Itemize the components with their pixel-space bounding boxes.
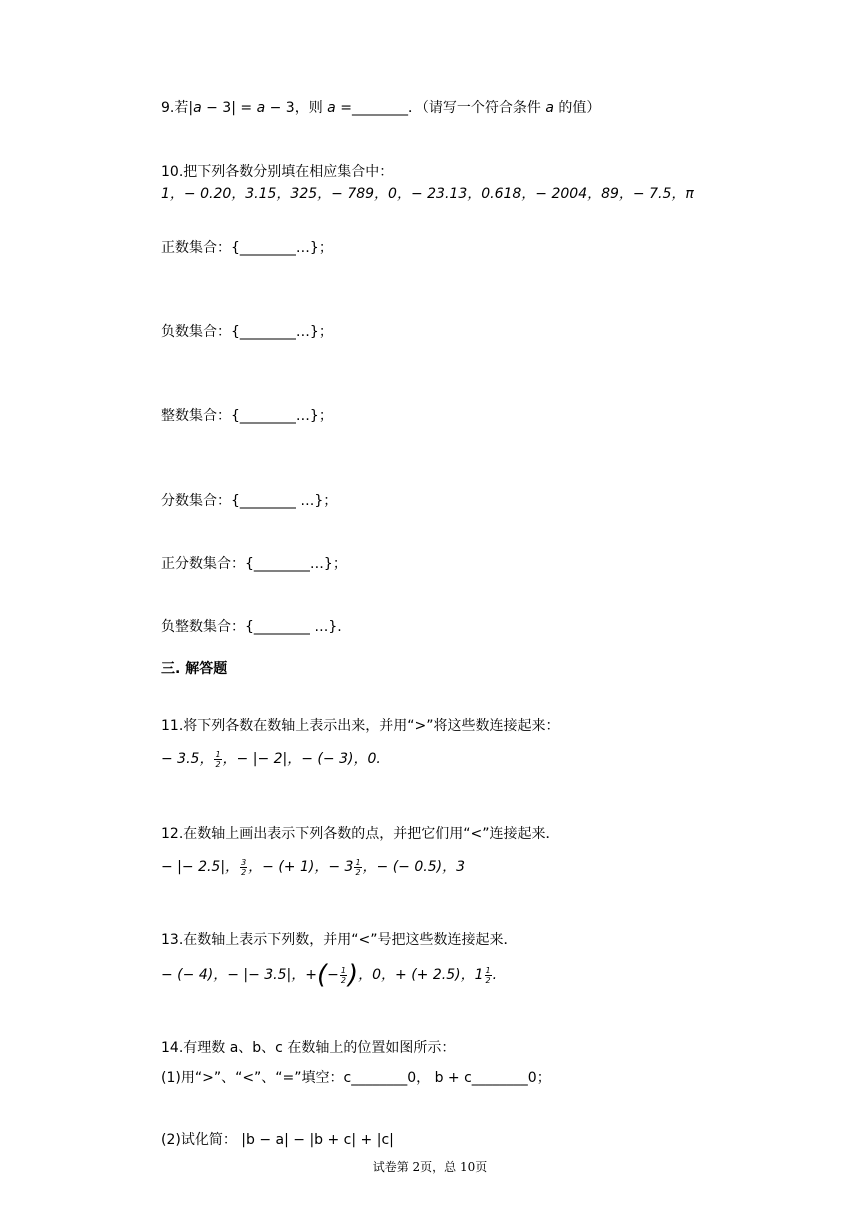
q14-title: 14.有理数 a、b、c 在数轴上的位置如图所示： — [161, 1040, 456, 1056]
minus-sign: − — [327, 967, 339, 983]
q12-numbers — [161, 857, 465, 877]
fraction-denominator: 2 — [241, 867, 247, 877]
q9-text: − 3| = — [201, 100, 257, 116]
q9-var: a — [327, 100, 336, 116]
q9-text: − 3，则 — [265, 100, 328, 116]
q13-text: ，0，+ (+ 2.5)，1 — [358, 967, 484, 983]
q13-text: . — [492, 967, 498, 983]
section-heading: 三. 解答题 — [161, 661, 228, 677]
fraction-numerator: 1 — [340, 965, 346, 975]
fraction-numerator: 3 — [241, 857, 247, 867]
fraction — [240, 858, 247, 877]
q9-number: 9. — [161, 100, 175, 116]
fraction-numerator: 1 — [355, 857, 361, 867]
fraction-denominator: 2 — [215, 759, 221, 769]
page-footer: 试卷第 2页，总 10页 — [372, 1160, 488, 1174]
fraction-numerator: 1 — [215, 749, 221, 759]
q9-text: = — [335, 100, 352, 116]
q9-var: a — [545, 100, 554, 116]
q12-text: ，− (+ 1)，− 3 — [248, 859, 354, 875]
q9-text: 的值） — [553, 100, 601, 116]
q12-text: − |− 2.5|， — [161, 859, 240, 875]
q14-part2: (2)试化简： |b − a| − |b + c| + |c| — [161, 1132, 394, 1148]
q9-var: a — [193, 100, 202, 116]
q11-text: − 3.5， — [161, 751, 214, 767]
fraction — [214, 750, 221, 769]
fraction-denominator: 2 — [340, 975, 346, 985]
q11-text: ，− |− 2|，− (− 3)，0. — [222, 751, 381, 767]
q14-part1: (1)用“>”、“<”、“=”填空：c________0， b + c________0； — [161, 1070, 551, 1086]
fraction-denominator: 2 — [355, 867, 361, 877]
fraction — [354, 858, 361, 877]
fraction — [485, 966, 492, 985]
q11-title: 11.将下列各数在数轴上表示出来，并用“>”将这些数连接起来： — [161, 718, 560, 734]
q11-numbers — [161, 749, 381, 769]
q10-number-list: 1，− 0.20，3.15，325，− 789，0，− 23.13，0.618，− 2004，89，− 7.5，π — [161, 186, 694, 202]
fraction — [340, 966, 347, 985]
set-fraction: 分数集合：{________ …}； — [161, 493, 338, 509]
fraction-denominator: 2 — [485, 975, 491, 985]
set-negative: 负数集合：{________…}； — [161, 324, 333, 340]
q13-text: − (− 4)，− |− 3.5|，+ — [161, 967, 317, 983]
q10-title: 10.把下列各数分别填在相应集合中： — [161, 164, 394, 180]
q9-answer-blank: ________ — [351, 100, 408, 116]
question-9 — [161, 98, 600, 118]
q12-text: ，− (− 0.5)，3 — [362, 859, 465, 875]
q9-var: a — [256, 100, 266, 116]
set-positive-fraction: 正分数集合：{________…}； — [161, 556, 347, 572]
q13-title: 13.在数轴上表示下列数，并用“<”号把这些数连接起来． — [161, 932, 518, 948]
set-integer: 整数集合：{________…}； — [161, 408, 333, 424]
q9-text: ．（请写一个符合条件 — [407, 100, 546, 116]
left-paren: ( — [316, 960, 328, 990]
q13-numbers — [161, 960, 498, 990]
set-positive: 正数集合：{________…}； — [161, 240, 333, 256]
q9-text: 若| — [174, 100, 194, 116]
set-negative-integer: 负整数集合：{________ …}. — [161, 619, 342, 635]
fraction-numerator: 1 — [485, 965, 491, 975]
q12-title: 12.在数轴上画出表示下列各数的点，并把它们用“<”连接起来． — [161, 826, 560, 842]
right-paren: ) — [347, 960, 359, 990]
